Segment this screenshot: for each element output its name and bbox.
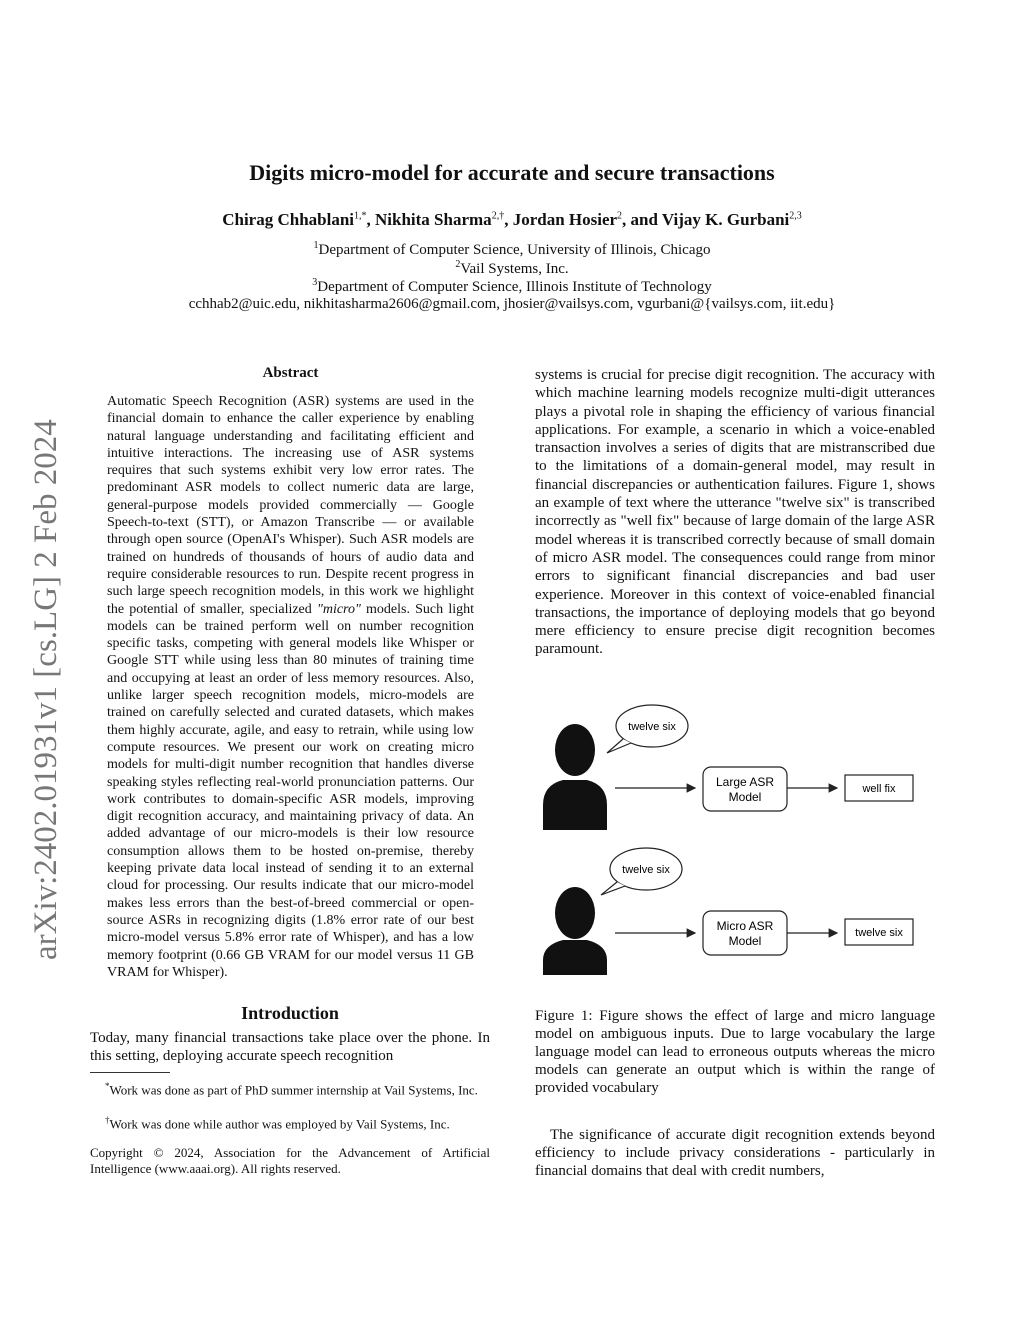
right-column-paragraph-2: The significance of accurate digit recognition extends beyond efficiency to include privacy considerations - particularly in financial domains that deal with credit numbers, bbox=[535, 1127, 935, 1179]
bubble-text: twelve six bbox=[622, 864, 670, 876]
micro-asr-model-box bbox=[703, 911, 787, 955]
large-asr-model-box bbox=[703, 767, 787, 811]
speech-bubble-bottom bbox=[601, 848, 682, 895]
author-name: Nikhita Sharma bbox=[375, 210, 492, 229]
speech-bubble-top bbox=[607, 705, 688, 753]
right-column-paragraph-1: systems is crucial for precise digit recognition. The accuracy with which machine learning models recognize multi-digit utterances plays a pivotal role in shaping the efficiency of various financial applications. For example, a scenario in which a voice-enabled transaction involves a series of digits that are mistranscribed due to the limitations of a domain-general model, may result in financial discrepancies or authentication failures. Figure 1, shows an example of text where the utterance "twelve six" is transcribed incorrectly as "well fix" because of large domain of the large ASR model whereas it is transcribed correctly because of small domain of micro ASR model. The consequences could range from minor errors to significant financial discrepancies and bad user experience. Moreover in this context of voice-enabled financial transactions, the importance of deploying models that go beyond mere efficiency to ensure precise digit recognition becomes paramount. bbox=[535, 367, 935, 658]
author-sep: , and bbox=[622, 210, 662, 229]
large-asr-output-box bbox=[845, 775, 913, 801]
affiliation-sup: 1 bbox=[313, 240, 319, 251]
abstract-italic: "micro" bbox=[316, 601, 361, 617]
introduction-text: Today, many financial transactions take place over the phone. In this setting, deploying accurate speech recognition bbox=[90, 1030, 490, 1064]
author-sup: 2 bbox=[617, 210, 623, 222]
abstract-text-2: models. Such light models can be trained perform well on number recognition specific tasks, competing with general models like Whisper or Google STT while using less than 80 minutes of training time and occupying at least an order of less memory resources. Also, unlike larger speech recognition models, micro-models are trained on carefully selected and curated datasets, which makes them highly accurate, agile, and easy to retrain, while using low compute resources. We present our work on creating micro models for multi-digit number recognition that handles diverse speaking styles reflecting real-world pronunciation patterns. Our work contributes to domain-specific ASR models, improving digit recognition accuracy, and maintaining privacy of data. An added advantage of our micro-models is their low resource consumption allows them to be hosted on-premise, thereby keeping private data local instead of sending it to an external cloud for processing. Our results indicate that our micro-model makes less errors than the best-of-breed commercial or open-source ASRs in recognizing digits (1.8% error rate of our best micro-model versus 5.8% error rate of Whisper), and has a low memory footprint (0.66 GB VRAM for our model versus 11 GB VRAM for Whisper). bbox=[107, 601, 474, 980]
speaker-silhouette-icon bbox=[543, 887, 607, 975]
author-sup: 1,* bbox=[354, 210, 367, 222]
affiliation-text: Department of Computer Science, Illinois Institute of Technology bbox=[317, 279, 712, 295]
model-label-line1: Micro ASR bbox=[716, 919, 774, 933]
micro-asr-output-box bbox=[845, 919, 913, 945]
abstract-heading: Abstract bbox=[262, 365, 319, 381]
bubble-text: twelve six bbox=[628, 721, 676, 733]
author-sup: 2,† bbox=[491, 210, 505, 222]
affiliation bbox=[0, 240, 1024, 259]
author-sep: , bbox=[504, 210, 513, 229]
author-sep: , bbox=[366, 210, 376, 229]
affiliation-sup: 2 bbox=[455, 259, 461, 270]
paper-title: Digits micro-model for accurate and secure transactions bbox=[249, 160, 775, 185]
output-text: twelve six bbox=[855, 927, 903, 939]
abstract-paragraph bbox=[107, 393, 474, 981]
arxiv-stamp: arXiv:2402.01931v1 [cs.LG] 2 Feb 2024 bbox=[28, 419, 64, 960]
author-list bbox=[0, 210, 1024, 230]
model-label-line2: Model bbox=[728, 934, 762, 948]
footnote-rule bbox=[90, 1072, 170, 1073]
affiliation-sup: 3 bbox=[312, 277, 318, 288]
footnote-2 bbox=[90, 1112, 490, 1132]
affiliation-text: Department of Computer Science, University of Illinois, Chicago bbox=[318, 242, 711, 258]
author-emails: cchhab2@uic.edu, nikhitasharma2606@gmail.com, jhosier@vailsys.com, vgurbani@{vailsys.com, iit.edu} bbox=[188, 296, 836, 312]
copyright-notice: Copyright © 2024, Association for the Advancement of Artificial Intelligence (www.aaai.org). All rights reserved. bbox=[90, 1145, 490, 1176]
affiliation bbox=[0, 259, 1024, 278]
model-label-line2: Model bbox=[728, 790, 762, 804]
author-sup: 2,3 bbox=[789, 210, 802, 222]
footnote-mark: † bbox=[105, 1115, 110, 1125]
abstract-body bbox=[107, 393, 474, 981]
affiliation-text: Vail Systems, Inc. bbox=[460, 261, 569, 277]
figure-1 bbox=[535, 695, 935, 985]
abstract-text-1: Automatic Speech Recognition (ASR) systems are used in the financial domain to enhance the caller experience by enabling natural language understanding and facilitating efficient and intuitive interactions. The increasing use of ASR systems requires that such systems exhibit very low error rates. The predominant ASR models to collect numeric data are large, general-purpose models provided commercially — Google Speech-to-text (STT), or Amazon Transcribe — or available through open source (OpenAI's Whisper). Such ASR models are trained on hundreds of thousands of hours of audio data and require considerable resources to run. Despite recent progress in such large speech recognition models, in this work we highlight the potential of smaller, specialized bbox=[107, 394, 474, 617]
affiliation bbox=[0, 277, 1024, 296]
footnote-1 bbox=[90, 1078, 490, 1098]
footnote-mark: * bbox=[105, 1081, 110, 1091]
footnote-text: Work was done while author was employed by Vail Systems, Inc. bbox=[109, 1116, 450, 1132]
footnote-text: Work was done as part of PhD summer internship at Vail Systems, Inc. bbox=[109, 1082, 478, 1098]
speaker-silhouette-icon bbox=[543, 724, 607, 830]
author-name: Vijay K. Gurbani bbox=[661, 210, 790, 229]
introduction-heading: Introduction bbox=[241, 1003, 339, 1023]
output-text: well fix bbox=[862, 783, 896, 795]
figure-1-caption: Figure 1: Figure shows the effect of large and micro language model on ambiguous inputs. Due to large vocabulary the large language model can lead to erroneous outputs whereas the micro models can generate an output which is within the range of provided vocabulary bbox=[535, 1008, 935, 1096]
author-name: Chirag Chhablani bbox=[222, 210, 355, 229]
author-name: Jordan Hosier bbox=[512, 210, 618, 229]
model-label-line1: Large ASR bbox=[715, 775, 775, 789]
